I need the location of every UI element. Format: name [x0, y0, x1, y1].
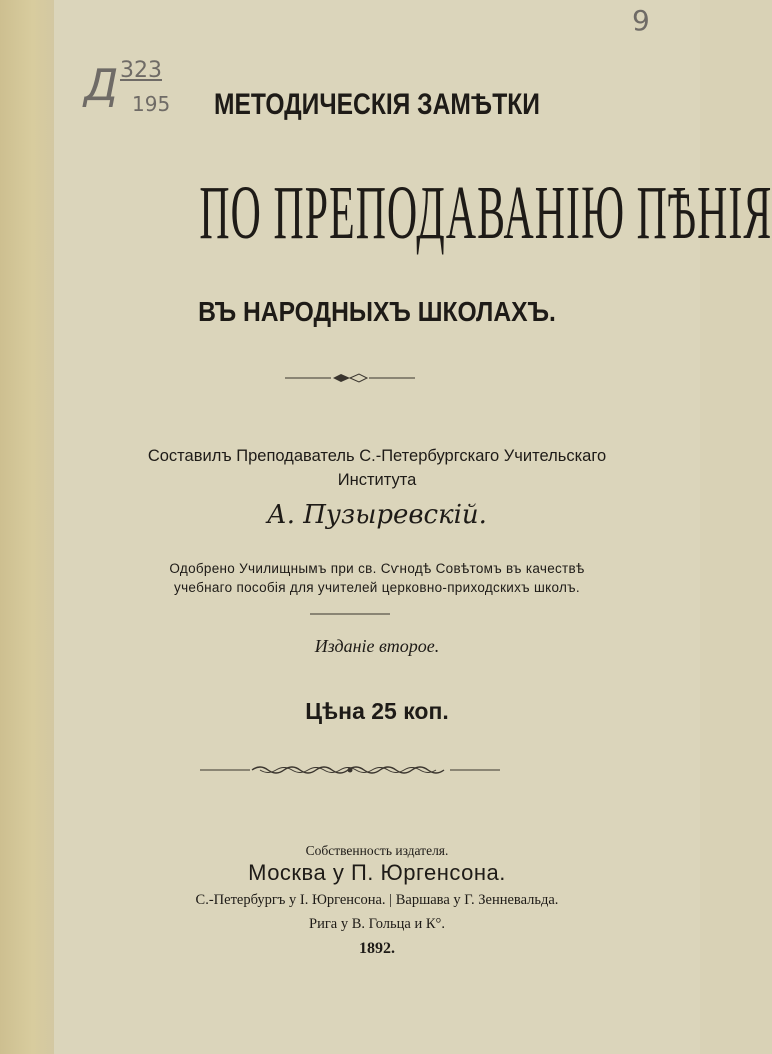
- pencil-corner-mark: 9: [632, 4, 650, 37]
- short-rule: [0, 612, 700, 616]
- title-line-3: ВЪ НАРОДНЫХЪ ШКОЛАХЪ.: [198, 296, 556, 327]
- edition-note: Изданіе второе.: [314, 636, 440, 656]
- approval-line-1: Одобрено Училищнымъ при св. Сѵнодѣ Совѣтомъ въ качествѣ: [169, 561, 585, 576]
- approval-line-2: учебнаго пособія для учителей церковно-приходскихъ школъ.: [174, 580, 580, 595]
- publication-year: 1892.: [359, 940, 395, 957]
- book-spine-edge: [0, 0, 55, 1054]
- ownership-note: Собственность издателя.: [305, 843, 449, 858]
- pencil-shelf-mark: Д: [84, 60, 119, 111]
- compiler-line-2: Института: [337, 471, 417, 489]
- title-line-2: ПО ПРЕПОДАВАНІЮ ПѢНІЯ: [199, 171, 772, 255]
- publisher-line: Москва у П. Юргенсона.: [248, 860, 506, 885]
- pencil-shelf-number-top: 323: [120, 58, 162, 83]
- distributors-line: С.-Петербургъ у І. Юргенсона. | Варшава у Г. Зенневальда.: [195, 892, 559, 908]
- author-signature: А. Пузыревскій.: [267, 500, 487, 530]
- pencil-shelf-number-bottom: 195: [132, 92, 171, 116]
- price: Цѣна 25 коп.: [305, 698, 449, 724]
- ornament-divider-small: [0, 372, 700, 384]
- ornament-divider-large: [0, 763, 700, 777]
- compiler-line-1: Составилъ Преподаватель С.-Петербургскаго Учительскаго: [147, 447, 607, 465]
- title-line-1: МЕТОДИЧЕСКІЯ ЗАМѢТКИ: [214, 88, 540, 121]
- riga-distributor-line: Рига у В. Гольца и К°.: [309, 916, 445, 932]
